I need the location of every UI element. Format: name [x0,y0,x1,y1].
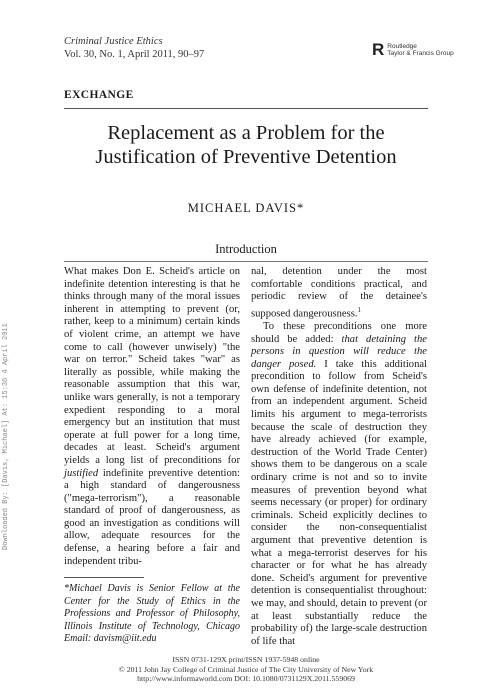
journal-header [64,35,204,61]
section-rule [64,108,428,109]
journal-name: Criminal Justice Ethics [64,36,163,47]
routledge-logo-icon: R [372,40,385,59]
section-heading: Introduction [215,242,277,256]
copyright-line: © 2011 John Jay College of Criminal Justice of The City University of New York [118,664,374,674]
footnote-rule [64,577,144,578]
logo-line1: Routledge [387,42,417,50]
download-watermark [2,250,12,550]
journal-volume: Vol. 30, No. 1, April 2011, 90–97 [64,49,205,60]
title-line-1: Replacement as a Problem for the [107,122,385,144]
heading-rule [64,261,428,262]
paragraph: To these preconditions one more should be added: that detaining the persons in question will reduce the danger posed. I take this additional precondition to follow from Scheid's own defense of indefinite detention, not from an independent argument. Scheid limits his argument to mega-terrorists because the scale of destruction they have already achieved (for example, destruction of the World Trade Center) shows them to be dangerous on a scale ordinary crime is not and so to invite measures of prevention beyond what seems necessary (or proper) for ordinary criminals. Scheid explicitly declines to consider the non-consequentialist argument that preventive detention is what a mega-terrorist deserves for his character or for what he has already done. Scheid's argument for preventive detention is consequentialist throughout: we may, and should, detain to prevent (or at least substantially reduce the probability of) the large-scale destruction of life that [251,320,428,647]
title-line-2: Justification of Preventive Detention [95,146,397,168]
body-column-right [251,266,427,648]
body-column-left [64,266,240,568]
section-label: EXCHANGE [64,89,134,101]
paragraph: What makes Don E. Scheid's article on indefinite detention interesting is that he thinks through many of the moral issues inherent in attempting to prevent (or, rather, keep to a minimum) certain kinds of violent crime, an attempt we have come to call (however unwisely) "the war on terror." Scheid takes "war" as literally as possible, while making the reasonable assumption that this war, unlike wars generally, is not a temporary expedient responding to a moral emergency but an institution that must operate at full power for a long time, decades at least. Scheid's argument yields a long list of preconditions for justified indefinite preventive detention: a high standard of dangerousness ("mega-terrorism"), a reasonable standard of proof of dangerousness, as good an investigation as conditions will allow, adequate resources for the defense, a hearing before a fair and independent tribu- [64,266,240,567]
colophon [64,655,428,684]
publisher-logo [372,41,454,58]
author-name: MICHAEL DAVIS* [187,201,305,215]
paragraph: nal, detention under the most comfortable conditions practical, and periodic review of the detainee's supposed dangerousness.$^1$ [251,266,427,320]
doi-line: http://www.informaworld.com DOI: 10.1080/0731129X.2011.559069 [137,674,355,683]
author-footnote: *Michael Davis is Senior Fellow at the Center for the Study of Ethics in the Professions and Professor of Philosophy, Illinois Institute of Technology, Chicago Email: davism@iit.edu [64,583,240,645]
logo-line2: Taylor & Francis Group [387,49,454,57]
download-watermark-text: Downloaded By: [Davis, Michael] At: 15:36 4 April 2011 [2,323,10,550]
article-title [64,121,428,169]
footnote-ref[interactable]: 1 [357,305,362,314]
issn-line: ISSN 0731-129X print/ISSN 1937-5948 online [172,655,320,664]
